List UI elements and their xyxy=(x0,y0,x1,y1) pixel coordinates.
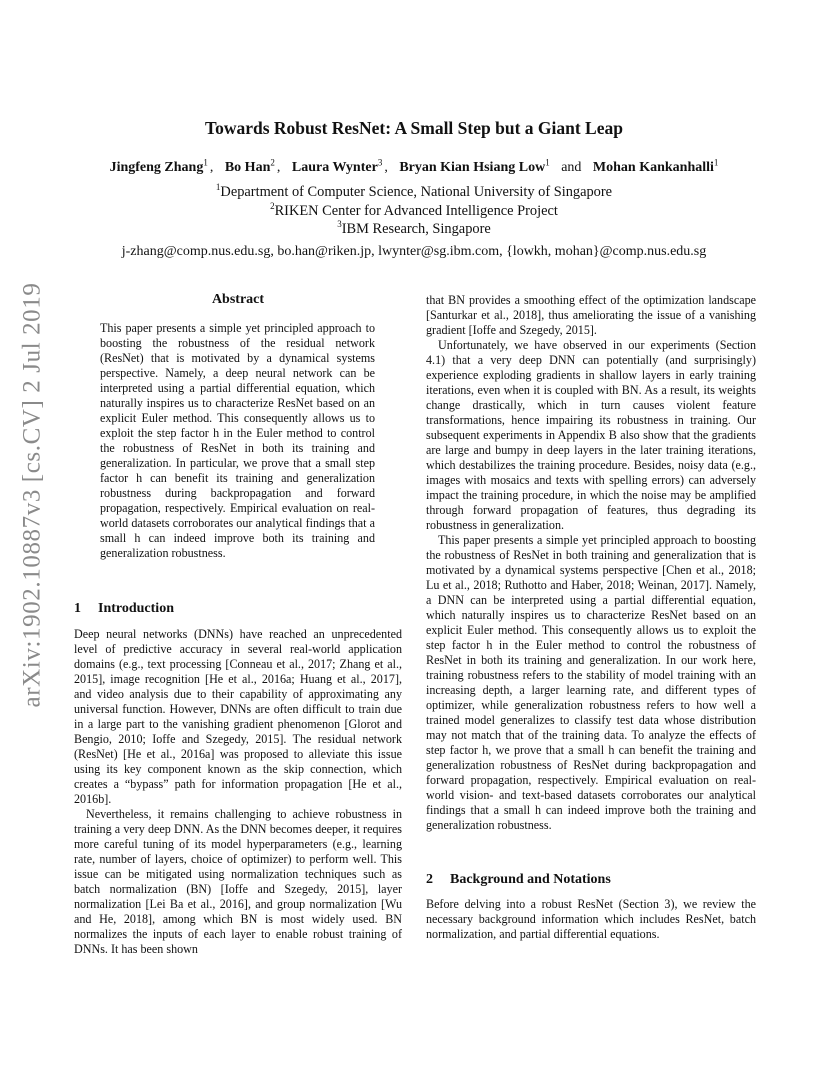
author-name: Mohan Kankanhalli xyxy=(592,160,714,175)
abstract-text: This paper presents a simple yet principled approach to boosting the robustness of the residual network (ResNet) that is motivated by a dynamical systems perspective. Namely, a deep neural network can be interpreted using a partial differential equation, which naturally inspires us to characterize ResNet based on an explicit Euler method. This consequently allows us to exploit the step factor h in the Euler method to control the robustness of ResNet in both its training and generalization. In particular, we prove that a small step factor h can benefit its training and generalization robustness during backpropagation and forward propagation, respectively. Empirical evaluation on real-world datasets corroborates our analytical findings that a small h can indeed improve both its training and generalization robustness. xyxy=(100,321,375,560)
author-affil-sup: 1 xyxy=(713,157,719,168)
section-number: 2 xyxy=(426,872,433,887)
author-affil-sup: 1 xyxy=(203,157,208,168)
author-name: Bo Han xyxy=(224,160,271,175)
author-affil-sup: 1 xyxy=(545,157,550,168)
section-title: Background and Notations xyxy=(450,872,611,887)
background-body xyxy=(426,897,756,942)
paper-title: Towards Robust ResNet: A Small Step but a Giant Leap xyxy=(205,118,623,138)
paragraph: Unfortunately, we have observed in our experiments (Section 4.1) that a very deep DNN can potentially (and surprisingly) experience exploding gradients in shallow layers in early training iterations, even when it is coupled with BN. As a result, its weights change drastically, which in turn causes violent feature transformations, hence impairing its robustness in training. Our subsequent experiments in Appendix B also show that the gradients are large and bumpy in deep layers in the later training iterations, which destabilizes the training procedure. Besides, noisy data (e.g., images with mosaics and texts with spelling errors) can adversely impact the training procedure, in which the noise may be amplified through forward propagation of features, thus degrading its robustness in generalization. xyxy=(426,338,756,532)
paragraph: Nevertheless, it remains challenging to achieve robustness in training a very deep DNN. As the DNN becomes deeper, it requires more careful tuning of its model hyperparameters (e.g., learning rate, number of layers, choice of optimizer) to perform well. This issue can be mitigated using normalization techniques such as batch normalization (BN) [Ioffe and Szegedy, 2015], layer normalization [Lei Ba et al., 2016], and group normalization [Wu and He, 2018], among which BN is most widely used. BN normalizes the inputs of each layer to enable robust training of DNNs. It has been shown xyxy=(74,807,402,956)
author-affil-sup: 3 xyxy=(377,157,383,168)
paragraph: This paper presents a simple yet principled approach to boosting the robustness of ResNet in both training and generalization that is motivated by a dynamical systems perspective [Chen et al., 2018; Lu et al., 2018; Ruthotto and Haber, 2018; Weinan, 2017]. Namely, a DNN can be interpreted using a partial differential equation, which naturally inspires us to characterize ResNet based on an explicit Euler method. This consequently allows us to exploit the step factor h in the Euler method to control the robustness of ResNet in both its training and generalization. In our work here, training robustness refers to the stability of model training with an increasing depth, a larger learning rate, and different types of optimizer, while generalization robustness refers to how well a trained model generalizes to classify test data whose distribution may not match that of the training data. To analyze the effects of step factor h, we prove that a small h can benefit the training and generalization robustness of ResNet during backpropagation and forward propagation, respectively. Empirical evaluation on real-world vision- and text-based datasets corroborates our analytical findings that a small h can indeed improve both the training and generalization robustness. xyxy=(426,533,756,832)
right-column-body xyxy=(426,293,756,833)
paragraph: Deep neural networks (DNNs) have reached an unprecedented level of predictive accuracy in several real-world application domains (e.g., text processing [Conneau et al., 2017; Zhang et al., 2015], image recognition [He et al., 2016a; Huang et al., 2017], and video analysis due to their capability of approximating any universal function. However, DNNs are often difficult to train due in a large part to the vanishing gradient phenomenon [Glorot and Bengio, 2010; Ioffe and Szegedy, 2015]. The residual network (ResNet) [He et al., 2016a] was proposed to alleviate this issue using its key component known as the skip connection, which creates a “bypass” path for information propagation [He et al., 2016b]. xyxy=(74,627,402,806)
paragraph: Before delving into a robust ResNet (Section 3), we review the necessary background information which includes ResNet, batch normalization, and partial differential equations. xyxy=(426,897,756,941)
author-list: Jingfeng Zhang$^1$ , Bo Han$^2$ , Laura Wynter$^3$ , Bryan Kian Hsiang Low$^1$ and Mohan Kankanhalli$^1$ xyxy=(109,157,719,175)
author-name: Jingfeng Zhang xyxy=(109,160,204,175)
author-affil-sup: 2 xyxy=(270,157,275,168)
affiliation: $^3$IBM Research, Singapore xyxy=(337,219,491,237)
abstract-heading: Abstract xyxy=(211,292,265,307)
section-heading-introduction xyxy=(74,601,174,617)
abstract-body xyxy=(100,321,375,561)
author-name: Laura Wynter xyxy=(291,160,378,175)
author-name: Bryan Kian Hsiang Low xyxy=(399,160,546,175)
arxiv-stamp-text: arXiv:1902.10887v3 [cs.CV] 2 Jul 2019 xyxy=(18,282,46,708)
introduction-body xyxy=(74,627,402,957)
section-heading-background xyxy=(426,872,611,888)
author-emails: j-zhang@comp.nus.edu.sg, bo.han@riken.jp, lwynter@sg.ibm.com, {lowkh, mohan}@comp.nus.edu.sg xyxy=(121,244,707,259)
section-title: Introduction xyxy=(98,601,174,616)
paragraph: that BN provides a smoothing effect of the optimization landscape [Santurkar et al., 2018], thus ameliorating the issue of a vanishing gradient [Ioffe and Szegedy, 2015]. xyxy=(426,293,756,337)
section-number: 1 xyxy=(74,601,81,616)
arxiv-stamp xyxy=(8,282,56,708)
affiliation: $^1$Department of Computer Science, National University of Singapore xyxy=(215,182,613,200)
affiliation: $^2$RIKEN Center for Advanced Intelligence Project xyxy=(270,201,558,219)
author-and: and xyxy=(561,160,582,175)
